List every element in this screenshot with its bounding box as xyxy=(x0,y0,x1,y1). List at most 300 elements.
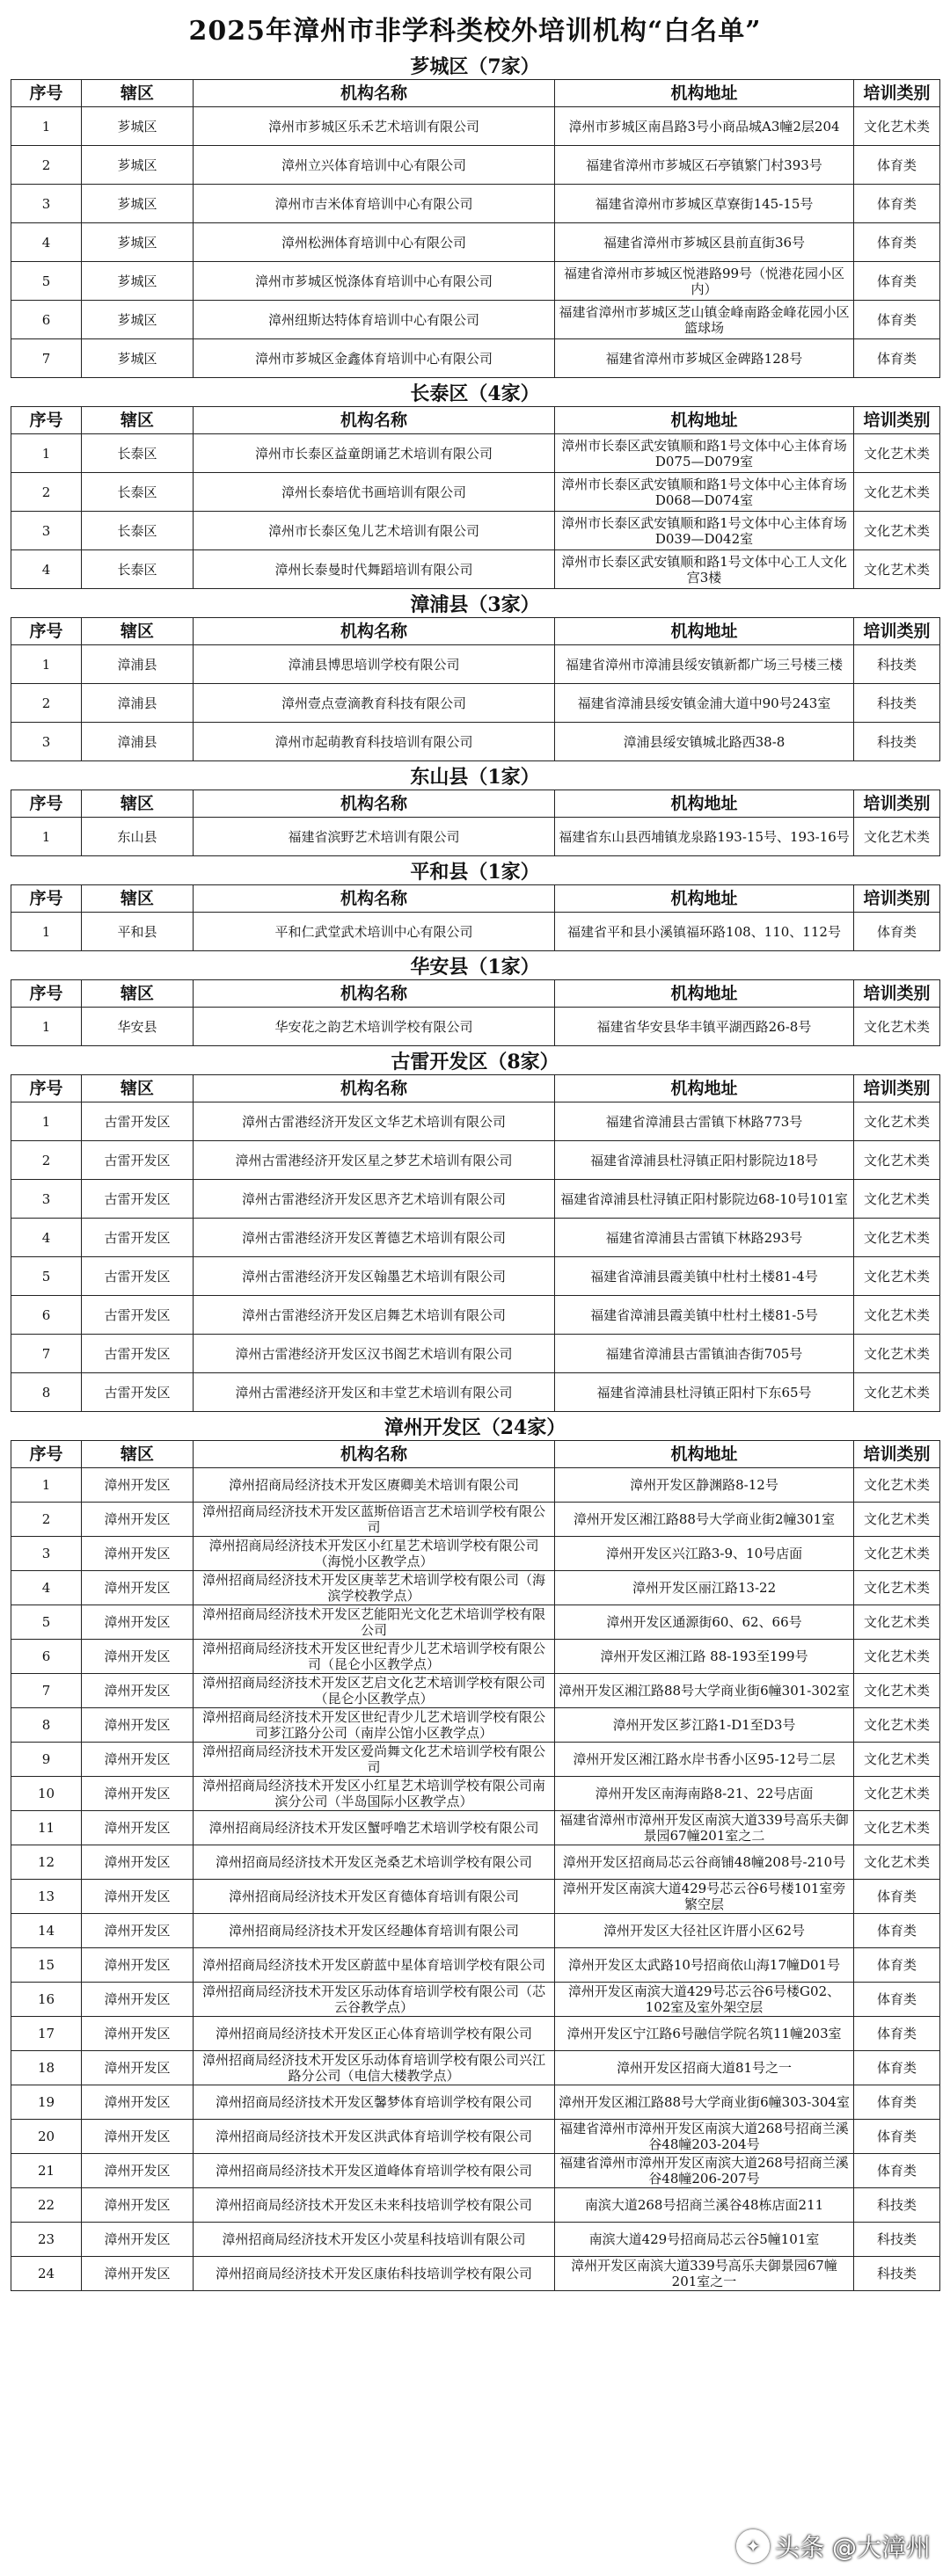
cell-category: 文化艺术类 xyxy=(854,434,940,473)
cell-address: 福建省漳州市芗城区悦港路99号（悦港花园小区内） xyxy=(555,262,854,301)
cell-address: 漳州开发区湘江路水岸书香小区95-12号二层 xyxy=(555,1743,854,1777)
column-header-district: 辖区 xyxy=(82,1075,194,1102)
cell-address: 漳州开发区南滨大道429号芯云谷6号楼101室旁繁空层 xyxy=(555,1880,854,1914)
section xyxy=(11,1046,939,1412)
cell-address: 漳州开发区静渊路8-12号 xyxy=(555,1468,854,1503)
cell-index: 17 xyxy=(11,2017,82,2051)
cell-category: 体育类 xyxy=(854,2051,940,2085)
cell-name: 福建省滨野艺术培训有限公司 xyxy=(194,818,555,856)
cell-index: 4 xyxy=(11,550,82,589)
cell-address: 漳州开发区南海南路8-21、22号店面 xyxy=(555,1777,854,1811)
cell-category: 体育类 xyxy=(854,1948,940,1983)
cell-name: 漳州招商局经济技术开发区经趣体育培训有限公司 xyxy=(194,1914,555,1948)
section-title: 华安县（1家） xyxy=(410,955,540,979)
table-row xyxy=(11,2017,940,2051)
cell-address: 福建省漳州市漳州开发区南滨大道339号高乐夫御景园67幢201室之二 xyxy=(555,1811,854,1845)
cell-index: 2 xyxy=(11,684,82,723)
column-header-index: 序号 xyxy=(11,80,82,107)
watermark xyxy=(736,2529,931,2564)
cell-district: 古雷开发区 xyxy=(82,1296,194,1335)
table-row xyxy=(11,473,940,512)
cell-category: 文化艺术类 xyxy=(854,1605,940,1640)
cell-address: 漳州开发区南滨大道429号芯云谷6号楼G02、102室及室外架空层 xyxy=(555,1983,854,2017)
cell-name: 漳州松洲体育培训中心有限公司 xyxy=(194,223,555,262)
cell-category: 文化艺术类 xyxy=(854,1811,940,1845)
cell-district: 漳浦县 xyxy=(82,684,194,723)
cell-index: 7 xyxy=(11,1674,82,1708)
cell-address: 福建省华安县华丰镇平湖西路26-8号 xyxy=(555,1008,854,1046)
cell-district: 芗城区 xyxy=(82,339,194,378)
table-row xyxy=(11,339,940,378)
column-header-name: 机构名称 xyxy=(194,618,555,645)
cell-district: 芗城区 xyxy=(82,107,194,146)
cell-address: 福建省漳州市芗城区石亭镇繁门村393号 xyxy=(555,146,854,185)
cell-index: 14 xyxy=(11,1914,82,1948)
column-header-category: 培训类别 xyxy=(854,885,940,913)
cell-district: 长泰区 xyxy=(82,512,194,550)
cell-index: 1 xyxy=(11,645,82,684)
watermark-text: 头条 @大漳州 xyxy=(775,2533,931,2562)
cell-name: 漳州招商局经济技术开发区育德体育培训有限公司 xyxy=(194,1880,555,1914)
cell-category: 体育类 xyxy=(854,146,940,185)
cell-name: 漳州招商局经济技术开发区爱尚舞文化艺术培训学校有限公司 xyxy=(194,1743,555,1777)
table-row xyxy=(11,1983,940,2017)
cell-district: 古雷开发区 xyxy=(82,1102,194,1141)
column-header-address: 机构地址 xyxy=(555,407,854,434)
section xyxy=(11,589,939,761)
header-row xyxy=(11,1441,940,1468)
cell-address: 福建省漳州市芗城区芝山镇金峰南路金峰花园小区篮球场 xyxy=(555,301,854,339)
column-header-address: 机构地址 xyxy=(555,790,854,818)
table-row xyxy=(11,2051,940,2085)
cell-district: 芗城区 xyxy=(82,301,194,339)
cell-address: 南滨大道429号招商局芯云谷5幢101室 xyxy=(555,2223,854,2257)
cell-category: 文化艺术类 xyxy=(854,550,940,589)
cell-address: 福建省漳州市漳州开发区南滨大道268号招商兰溪谷48幢206-207号 xyxy=(555,2154,854,2188)
cell-district: 芗城区 xyxy=(82,262,194,301)
cell-index: 6 xyxy=(11,1296,82,1335)
cell-district: 古雷开发区 xyxy=(82,1373,194,1412)
table-row xyxy=(11,434,940,473)
cell-name: 漳州纽斯达特体育培训中心有限公司 xyxy=(194,301,555,339)
column-header-district: 辖区 xyxy=(82,407,194,434)
cell-district: 漳州开发区 xyxy=(82,1845,194,1880)
table-row xyxy=(11,2223,940,2257)
cell-index: 1 xyxy=(11,1008,82,1046)
cell-category: 体育类 xyxy=(854,223,940,262)
cell-name: 漳州招商局经济技术开发区未来科技培训学校有限公司 xyxy=(194,2188,555,2223)
table-row xyxy=(11,1102,940,1141)
table-row xyxy=(11,645,940,684)
cell-name: 漳州长泰培优书画培训有限公司 xyxy=(194,473,555,512)
cell-index: 6 xyxy=(11,1640,82,1674)
cell-address: 漳州开发区兴江路3-9、10号店面 xyxy=(555,1537,854,1571)
cell-index: 2 xyxy=(11,473,82,512)
cell-category: 文化艺术类 xyxy=(854,1674,940,1708)
cell-category: 文化艺术类 xyxy=(854,473,940,512)
cell-address: 福建省漳浦县绥安镇金浦大道中90号243室 xyxy=(555,684,854,723)
document-title: 2025年漳州市非学科类校外培训机构“白名单” xyxy=(188,16,762,47)
table-row xyxy=(11,1777,940,1811)
cell-address: 福建省漳浦县杜浔镇正阳村影院边68-10号101室 xyxy=(555,1180,854,1219)
cell-index: 1 xyxy=(11,1468,82,1503)
cell-index: 18 xyxy=(11,2051,82,2085)
table-row xyxy=(11,1257,940,1296)
table-row xyxy=(11,1219,940,1257)
cell-name: 漳州招商局经济技术开发区小红星艺术培训学校有限公司南滨分公司（半岛国际小区教学点） xyxy=(194,1777,555,1811)
cell-district: 芗城区 xyxy=(82,223,194,262)
cell-district: 古雷开发区 xyxy=(82,1257,194,1296)
table-row xyxy=(11,185,940,223)
cell-index: 2 xyxy=(11,146,82,185)
cell-index: 1 xyxy=(11,434,82,473)
table-row xyxy=(11,2257,940,2291)
cell-name: 漳州招商局经济技术开发区艺启文化艺术培训学校有限公司（昆仑小区教学点） xyxy=(194,1674,555,1708)
cell-category: 体育类 xyxy=(854,2154,940,2188)
column-header-category: 培训类别 xyxy=(854,1075,940,1102)
cell-address: 福建省漳浦县杜浔镇正阳村影院边18号 xyxy=(555,1141,854,1180)
cell-address: 漳州市芗城区南昌路3号小商品城A3幢2层204 xyxy=(555,107,854,146)
cell-category: 体育类 xyxy=(854,301,940,339)
cell-category: 科技类 xyxy=(854,2257,940,2291)
table-row xyxy=(11,1674,940,1708)
table-row xyxy=(11,1845,940,1880)
cell-name: 漳州招商局经济技术开发区康佑科技培训学校有限公司 xyxy=(194,2257,555,2291)
cell-category: 文化艺术类 xyxy=(854,1219,940,1257)
cell-district: 漳州开发区 xyxy=(82,1811,194,1845)
column-header-name: 机构名称 xyxy=(194,1441,555,1468)
cell-district: 漳州开发区 xyxy=(82,1743,194,1777)
cell-index: 9 xyxy=(11,1743,82,1777)
cell-category: 体育类 xyxy=(854,913,940,951)
cell-address: 福建省漳浦县古雷镇下林路293号 xyxy=(555,1219,854,1257)
cell-district: 东山县 xyxy=(82,818,194,856)
cell-index: 3 xyxy=(11,1180,82,1219)
cell-index: 13 xyxy=(11,1880,82,1914)
section xyxy=(11,951,939,1046)
table-row xyxy=(11,146,940,185)
table-row xyxy=(11,1008,940,1046)
header-row xyxy=(11,885,940,913)
cell-name: 漳州招商局经济技术开发区正心体育培训学校有限公司 xyxy=(194,2017,555,2051)
cell-name: 漳州招商局经济技术开发区洪武体育培训学校有限公司 xyxy=(194,2120,555,2154)
cell-index: 10 xyxy=(11,1777,82,1811)
cell-address: 漳州开发区太武路10号招商依山海17幢D01号 xyxy=(555,1948,854,1983)
column-header-address: 机构地址 xyxy=(555,1075,854,1102)
cell-name: 漳浦县博思培训学校有限公司 xyxy=(194,645,555,684)
cell-district: 漳州开发区 xyxy=(82,1605,194,1640)
section-title: 长泰区（4家） xyxy=(410,382,540,405)
cell-district: 漳州开发区 xyxy=(82,1571,194,1605)
cell-name: 漳州招商局经济技术开发区蓝斯倍语言艺术培训学校有限公司 xyxy=(194,1503,555,1537)
cell-name: 漳州招商局经济技术开发区小红星艺术培训学校有限公司（海悦小区教学点） xyxy=(194,1537,555,1571)
cell-address: 漳州开发区湘江路88号大学商业街2幢301室 xyxy=(555,1503,854,1537)
cell-district: 长泰区 xyxy=(82,434,194,473)
cell-address: 福建省漳州市芗城区县前直街36号 xyxy=(555,223,854,262)
cell-index: 19 xyxy=(11,2085,82,2120)
cell-district: 古雷开发区 xyxy=(82,1335,194,1373)
cell-category: 文化艺术类 xyxy=(854,1571,940,1605)
cell-address: 漳州开发区招商局芯云谷商铺48幢208号-210号 xyxy=(555,1845,854,1880)
section-table xyxy=(11,884,940,951)
table-row xyxy=(11,1141,940,1180)
column-header-category: 培训类别 xyxy=(854,618,940,645)
column-header-index: 序号 xyxy=(11,1075,82,1102)
column-header-index: 序号 xyxy=(11,980,82,1008)
cell-address: 福建省东山县西埔镇龙泉路193-15号、193-16号 xyxy=(555,818,854,856)
section-table xyxy=(11,617,940,761)
cell-index: 4 xyxy=(11,1219,82,1257)
cell-category: 文化艺术类 xyxy=(854,1180,940,1219)
cell-address: 福建省漳浦县霞美镇中杜村土楼81-5号 xyxy=(555,1296,854,1335)
cell-category: 文化艺术类 xyxy=(854,107,940,146)
cell-category: 科技类 xyxy=(854,684,940,723)
column-header-name: 机构名称 xyxy=(194,80,555,107)
cell-index: 2 xyxy=(11,1503,82,1537)
cell-category: 体育类 xyxy=(854,2085,940,2120)
cell-name: 漳州市芗城区乐禾艺术培训有限公司 xyxy=(194,107,555,146)
cell-address: 福建省平和县小溪镇福环路108、110、112号 xyxy=(555,913,854,951)
table-row xyxy=(11,913,940,951)
table-row xyxy=(11,723,940,761)
cell-category: 体育类 xyxy=(854,339,940,378)
cell-name: 漳州古雷港经济开发区和丰堂艺术培训有限公司 xyxy=(194,1373,555,1412)
cell-name: 漳州招商局经济技术开发区小荧星科技培训有限公司 xyxy=(194,2223,555,2257)
column-header-index: 序号 xyxy=(11,618,82,645)
section-table xyxy=(11,979,940,1046)
cell-category: 体育类 xyxy=(854,2120,940,2154)
table-row xyxy=(11,512,940,550)
column-header-address: 机构地址 xyxy=(555,80,854,107)
cell-address: 漳浦县绥安镇城北路西38-8 xyxy=(555,723,854,761)
cell-address: 福建省漳州市芗城区草寮街145-15号 xyxy=(555,185,854,223)
cell-name: 漳州长泰曼时代舞蹈培训有限公司 xyxy=(194,550,555,589)
cell-district: 古雷开发区 xyxy=(82,1219,194,1257)
table-row xyxy=(11,2120,940,2154)
cell-category: 文化艺术类 xyxy=(854,1008,940,1046)
cell-name: 漳州招商局经济技术开发区蟹呼噜艺术培训学校有限公司 xyxy=(194,1811,555,1845)
cell-address: 福建省漳州市漳州开发区南滨大道268号招商兰溪谷48幢203-204号 xyxy=(555,2120,854,2154)
cell-index: 8 xyxy=(11,1708,82,1743)
cell-district: 漳州开发区 xyxy=(82,1674,194,1708)
cell-district: 漳州开发区 xyxy=(82,1503,194,1537)
cell-address: 福建省漳浦县杜浔镇正阳村下东65号 xyxy=(555,1373,854,1412)
cell-category: 体育类 xyxy=(854,185,940,223)
column-header-district: 辖区 xyxy=(82,885,194,913)
section-title: 东山县（1家） xyxy=(410,765,540,789)
cell-index: 20 xyxy=(11,2120,82,2154)
cell-name: 漳州市芗城区金鑫体育培训中心有限公司 xyxy=(194,339,555,378)
column-header-category: 培训类别 xyxy=(854,1441,940,1468)
cell-address: 福建省漳浦县霞美镇中杜村土楼81-4号 xyxy=(555,1257,854,1296)
cell-name: 漳州招商局经济技术开发区赓卿美术培训有限公司 xyxy=(194,1468,555,1503)
cell-district: 芗城区 xyxy=(82,185,194,223)
cell-name: 平和仁武堂武术培训中心有限公司 xyxy=(194,913,555,951)
table-row xyxy=(11,1335,940,1373)
section-table xyxy=(11,790,940,856)
cell-district: 漳州开发区 xyxy=(82,1777,194,1811)
cell-name: 漳州市芗城区悦涤体育培训中心有限公司 xyxy=(194,262,555,301)
table-row xyxy=(11,1914,940,1948)
cell-index: 1 xyxy=(11,1102,82,1141)
toutiao-logo-icon: ✦ xyxy=(736,2529,770,2563)
table-row xyxy=(11,1880,940,1914)
table-row xyxy=(11,223,940,262)
cell-name: 华安花之韵艺术培训学校有限公司 xyxy=(194,1008,555,1046)
cell-category: 文化艺术类 xyxy=(854,1503,940,1537)
section-table xyxy=(11,406,940,589)
cell-index: 3 xyxy=(11,512,82,550)
cell-index: 1 xyxy=(11,107,82,146)
table-row xyxy=(11,1743,940,1777)
cell-name: 漳州招商局经济技术开发区道峰体育培训学校有限公司 xyxy=(194,2154,555,2188)
cell-address: 南滨大道268号招商兰溪谷48栋店面211 xyxy=(555,2188,854,2223)
cell-index: 6 xyxy=(11,301,82,339)
table-row xyxy=(11,550,940,589)
table-row xyxy=(11,2085,940,2120)
cell-address: 福建省漳浦县古雷镇下林路773号 xyxy=(555,1102,854,1141)
column-header-name: 机构名称 xyxy=(194,980,555,1008)
cell-district: 漳州开发区 xyxy=(82,1914,194,1948)
cell-index: 1 xyxy=(11,913,82,951)
cell-name: 漳州市吉米体育培训中心有限公司 xyxy=(194,185,555,223)
column-header-name: 机构名称 xyxy=(194,1075,555,1102)
table-row xyxy=(11,1503,940,1537)
cell-district: 华安县 xyxy=(82,1008,194,1046)
table-row xyxy=(11,1180,940,1219)
cell-name: 漳州壹点壹滴教育科技有限公司 xyxy=(194,684,555,723)
cell-district: 漳州开发区 xyxy=(82,1708,194,1743)
sections-container xyxy=(11,51,939,2291)
cell-district: 漳州开发区 xyxy=(82,1880,194,1914)
table-row xyxy=(11,1537,940,1571)
cell-address: 漳州市长泰区武安镇顺和路1号文体中心主体育场D068—D074室 xyxy=(555,473,854,512)
cell-index: 5 xyxy=(11,1257,82,1296)
cell-category: 文化艺术类 xyxy=(854,1296,940,1335)
cell-index: 3 xyxy=(11,723,82,761)
cell-district: 漳州开发区 xyxy=(82,1537,194,1571)
cell-category: 体育类 xyxy=(854,2017,940,2051)
column-header-address: 机构地址 xyxy=(555,885,854,913)
cell-index: 1 xyxy=(11,818,82,856)
cell-category: 文化艺术类 xyxy=(854,1777,940,1811)
cell-district: 漳州开发区 xyxy=(82,2223,194,2257)
column-header-index: 序号 xyxy=(11,885,82,913)
column-header-district: 辖区 xyxy=(82,618,194,645)
cell-index: 2 xyxy=(11,1141,82,1180)
cell-district: 漳州开发区 xyxy=(82,1468,194,1503)
cell-name: 漳州招商局经济技术开发区乐动体育培训学校有限公司（芯云谷教学点） xyxy=(194,1983,555,2017)
cell-district: 古雷开发区 xyxy=(82,1180,194,1219)
cell-index: 4 xyxy=(11,223,82,262)
cell-category: 科技类 xyxy=(854,723,940,761)
header-row xyxy=(11,790,940,818)
column-header-name: 机构名称 xyxy=(194,790,555,818)
column-header-district: 辖区 xyxy=(82,1441,194,1468)
header-row xyxy=(11,618,940,645)
cell-name: 漳州古雷港经济开发区启舞艺术培训有限公司 xyxy=(194,1296,555,1335)
cell-index: 7 xyxy=(11,339,82,378)
cell-index: 7 xyxy=(11,1335,82,1373)
column-header-category: 培训类别 xyxy=(854,790,940,818)
cell-index: 16 xyxy=(11,1983,82,2017)
cell-district: 漳浦县 xyxy=(82,723,194,761)
table-row xyxy=(11,1605,940,1640)
cell-name: 漳州立兴体育培训中心有限公司 xyxy=(194,146,555,185)
cell-address: 漳州开发区芗江路1-D1至D3号 xyxy=(555,1708,854,1743)
cell-index: 3 xyxy=(11,1537,82,1571)
cell-category: 科技类 xyxy=(854,2223,940,2257)
cell-address: 漳州开发区湘江路88号大学商业街6幢301-302室 xyxy=(555,1674,854,1708)
cell-category: 文化艺术类 xyxy=(854,1257,940,1296)
cell-name: 漳州古雷港经济开发区菁德艺术培训有限公司 xyxy=(194,1219,555,1257)
cell-name: 漳州招商局经济技术开发区尧桑艺术培训学校有限公司 xyxy=(194,1845,555,1880)
cell-address: 漳州市长泰区武安镇顺和路1号文体中心主体育场D039—D042室 xyxy=(555,512,854,550)
cell-district: 长泰区 xyxy=(82,473,194,512)
cell-address: 漳州开发区湘江路88号大学商业街6幢303-304室 xyxy=(555,2085,854,2120)
section xyxy=(11,761,939,856)
section-table xyxy=(11,79,940,378)
cell-category: 文化艺术类 xyxy=(854,1743,940,1777)
table-row xyxy=(11,301,940,339)
header-row xyxy=(11,80,940,107)
cell-address: 福建省漳州市漳浦县绥安镇新都广场三号楼三楼 xyxy=(555,645,854,684)
section xyxy=(11,378,939,589)
header-row xyxy=(11,407,940,434)
cell-name: 漳州招商局经济技术开发区馨梦体育培训学校有限公司 xyxy=(194,2085,555,2120)
cell-name: 漳州古雷港经济开发区星之梦艺术培训有限公司 xyxy=(194,1141,555,1180)
column-header-address: 机构地址 xyxy=(555,1441,854,1468)
cell-address: 福建省漳州市芗城区金碑路128号 xyxy=(555,339,854,378)
section-table xyxy=(11,1074,940,1412)
table-row xyxy=(11,2188,940,2223)
cell-name: 漳州招商局经济技术开发区蔚蓝中星体育培训学校有限公司 xyxy=(194,1948,555,1983)
cell-name: 漳州招商局经济技术开发区世纪青少儿艺术培训学校有限公司（昆仑小区教学点） xyxy=(194,1640,555,1674)
section-title: 芗城区（7家） xyxy=(410,55,540,78)
header-row xyxy=(11,980,940,1008)
cell-name: 漳州市长泰区益童朗诵艺术培训有限公司 xyxy=(194,434,555,473)
column-header-index: 序号 xyxy=(11,1441,82,1468)
cell-index: 8 xyxy=(11,1373,82,1412)
cell-name: 漳州古雷港经济开发区汉书阁艺术培训有限公司 xyxy=(194,1335,555,1373)
cell-category: 文化艺术类 xyxy=(854,818,940,856)
cell-district: 平和县 xyxy=(82,913,194,951)
section xyxy=(11,51,939,378)
cell-district: 漳州开发区 xyxy=(82,2120,194,2154)
cell-index: 4 xyxy=(11,1571,82,1605)
cell-index: 15 xyxy=(11,1948,82,1983)
table-row xyxy=(11,107,940,146)
cell-category: 文化艺术类 xyxy=(854,1373,940,1412)
cell-index: 3 xyxy=(11,185,82,223)
cell-category: 文化艺术类 xyxy=(854,1537,940,1571)
cell-index: 21 xyxy=(11,2154,82,2188)
column-header-address: 机构地址 xyxy=(555,618,854,645)
section-title: 漳浦县（3家） xyxy=(410,593,540,616)
table-row xyxy=(11,2154,940,2188)
cell-district: 漳州开发区 xyxy=(82,1983,194,2017)
cell-index: 12 xyxy=(11,1845,82,1880)
cell-category: 文化艺术类 xyxy=(854,1102,940,1141)
cell-category: 科技类 xyxy=(854,2188,940,2223)
cell-index: 5 xyxy=(11,262,82,301)
cell-district: 漳州开发区 xyxy=(82,2085,194,2120)
column-header-name: 机构名称 xyxy=(194,407,555,434)
cell-district: 漳州开发区 xyxy=(82,2257,194,2291)
cell-index: 22 xyxy=(11,2188,82,2223)
cell-category: 文化艺术类 xyxy=(854,1708,940,1743)
cell-name: 漳州古雷港经济开发区思齐艺术培训有限公司 xyxy=(194,1180,555,1219)
